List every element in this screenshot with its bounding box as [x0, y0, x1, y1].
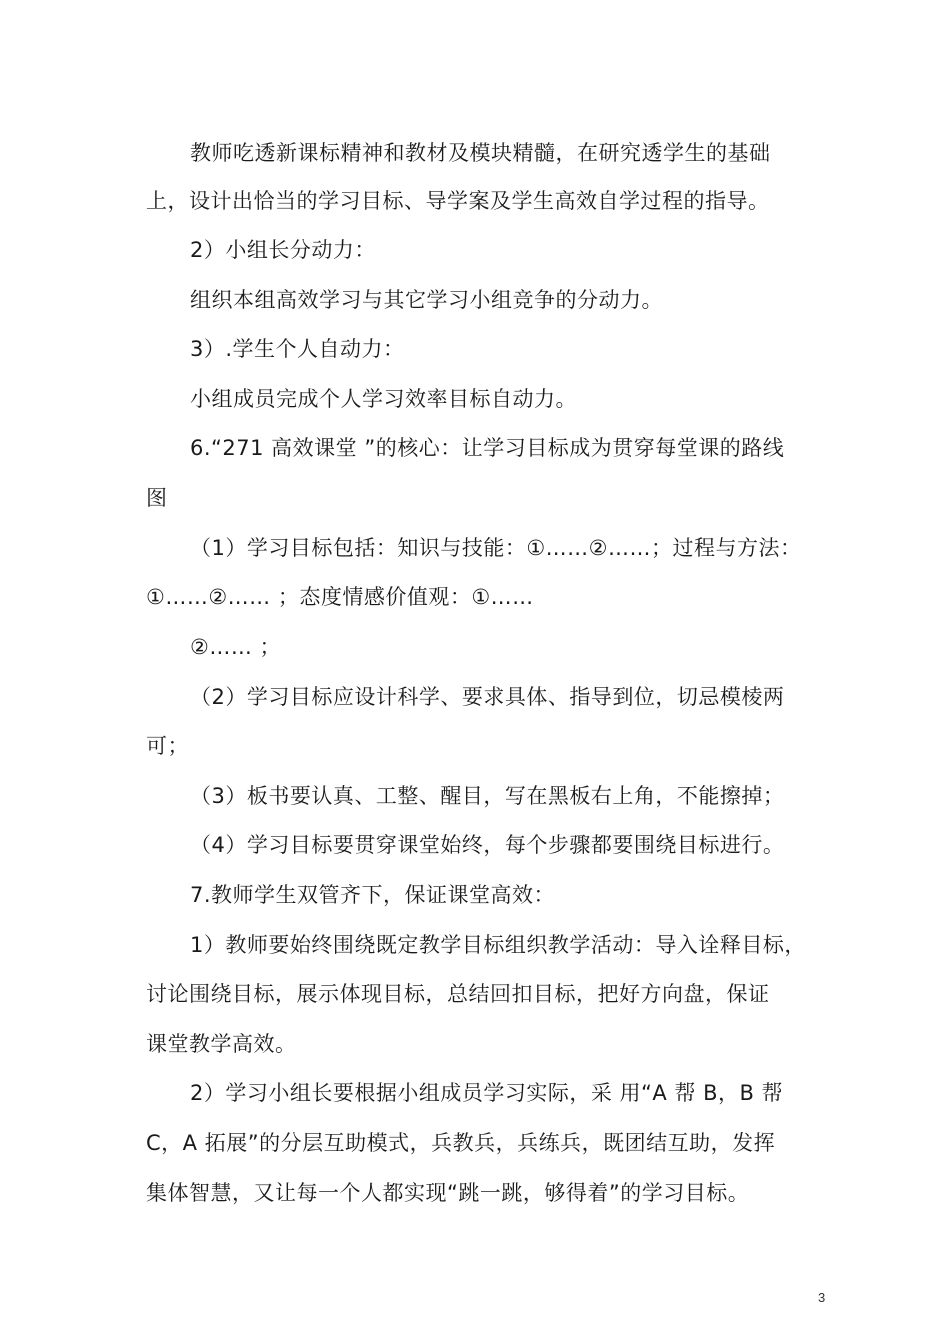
- text-line: 组织本组高效学习与其它学习小组竞争的分动力。: [190, 288, 663, 312]
- text-line: 讨论围绕目标，展示体现目标，总结回扣目标，把好方向盘，保证: [146, 982, 770, 1006]
- text-line: 2）小组长分动力：: [190, 238, 376, 262]
- text-line: 1）教师要始终围绕既定教学目标组织教学活动：导入诠释目标，: [190, 933, 806, 957]
- text-line: 上，设计出恰当的学习目标、导学案及学生高效自学过程的指导。: [146, 189, 770, 213]
- text-line: ②…… ；: [190, 635, 282, 659]
- text-line: （4）学习目标要贯穿课堂始终，每个步骤都要围绕目标进行。: [190, 833, 785, 857]
- text-line: 课堂教学高效。: [146, 1032, 297, 1056]
- text-line: （1）学习目标包括：知识与技能：①……②……；过程与方法：: [190, 536, 802, 560]
- text-line: （2）学习目标应设计科学、要求具体、指导到位，切忌模棱两: [190, 685, 785, 709]
- text-line: 小组成员完成个人学习效率目标自动力。: [190, 387, 577, 411]
- text-line: 可；: [146, 734, 189, 758]
- text-line: 6.“271 高效课堂 ”的核心：让学习目标成为贯穿每堂课的路线: [190, 436, 785, 460]
- text-line: （3）板书要认真、工整、醒目，写在黑板右上角，不能擦掉；: [190, 784, 785, 808]
- text-line: 集体智慧，又让每一个人都实现“跳一跳，够得着”的学习目标。: [146, 1181, 750, 1205]
- text-line: 2）学习小组长要根据小组成员学习实际，采 用“A 帮 B，B 帮: [190, 1081, 784, 1105]
- page-number: 3: [818, 1290, 826, 1305]
- text-line: 图: [146, 486, 168, 510]
- text-line: 7.教师学生双管齐下，保证课堂高效：: [190, 883, 556, 907]
- text-line: 教师吃透新课标精神和教材及模块精髓，在研究透学生的基础: [190, 141, 771, 165]
- text-line: ①……②…… ；态度情感价值观：①……: [146, 585, 534, 609]
- text-line: C，A 拓展”的分层互助模式，兵教兵，兵练兵，既团结互助，发挥: [146, 1131, 776, 1155]
- text-line: 3）.学生个人自动力：: [190, 337, 405, 361]
